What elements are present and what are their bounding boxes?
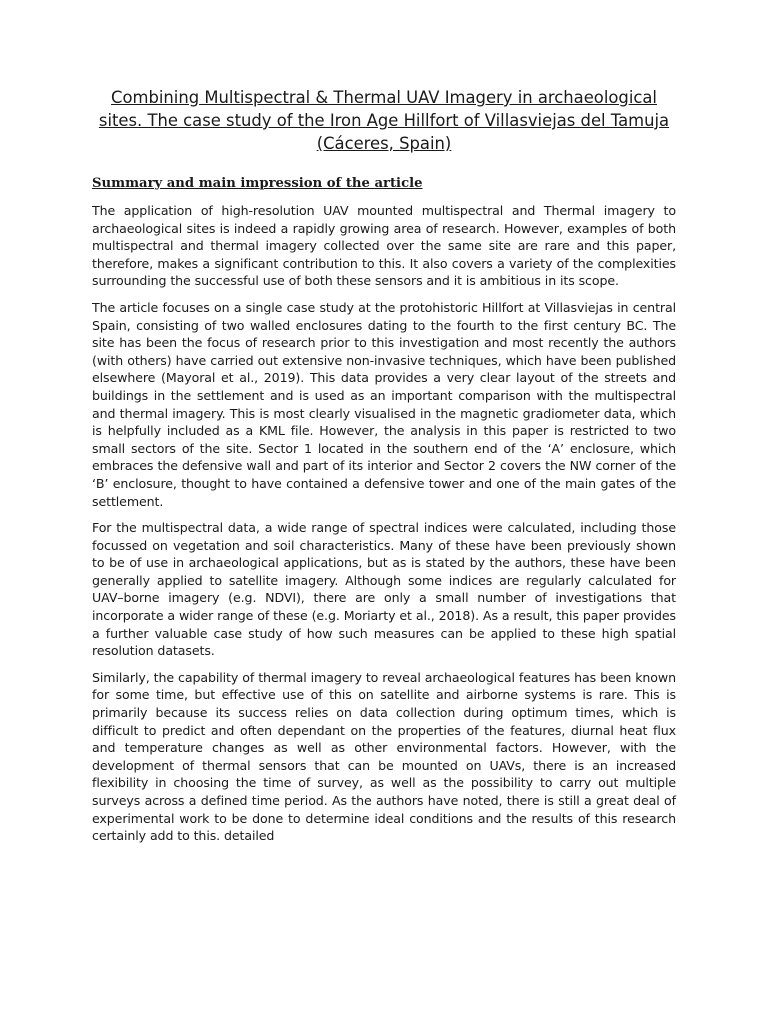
document-page [92, 86, 676, 854]
paragraph-multispectral: For the multispectral data, a wide range of spectral indices were calculated, including those focussed on vegetation and soil characteristics. Many of these have been previously shown to be of use in archaeological applications, but as is stated by the authors, these have been generally applied to satellite imagery. Although some indices are regularly calculated for UAV–borne imagery (e.g. NDVI), there are only a small number of investigations that incorporate a wider range of these (e.g. Moriarty et al., 2018). As a result, this paper provides a further valuable case study of how such measures can be applied to these high spatial resolution datasets. [92, 520, 676, 659]
paragraph-intro: The application of high-resolution UAV mounted multispectral and Thermal imagery to archaeological sites is indeed a rapidly growing area of research. However, examples of both multispectral and thermal imagery collected over the same site are rare and this paper, therefore, makes a significant contribution to this. It also covers a variety of the complexities surrounding the successful use of both these sensors and it is ambitious in its scope. [92, 203, 676, 289]
section-heading: Summary and main impression of the article [92, 176, 423, 191]
paragraph-case-study: The article focuses on a single case study at the protohistoric Hillfort at Villasviejas in central Spain, consisting of two walled enclosures dating to the fourth to the first century BC. The site has been the focus of research prior to this investigation and most recently the authors (with others) have carried out extensive non-invasive techniques, which have been published elsewhere (Mayoral et al., 2019). This data provides a very clear layout of the streets and buildings in the settlement and is used as an important comparison with the multispectral and thermal imagery. This is most clearly visualised in the magnetic gradiometer data, which is helpfully included as a KML file. However, the analysis in this paper is restricted to two small sectors of the site. Sector 1 located in the southern end of the ‘A’ enclosure, which embraces the defensive wall and part of its interior and Sector 2 covers the NW corner of the ‘B’ enclosure, thought to have contained a defensive tower and one of the main gates of the settlement. [92, 299, 676, 509]
document-title: Combining Multispectral & Thermal UAV Imagery in archaeological sites. The case study of the Iron Age Hillfort of Villasviejas del Tamuja (Cáceres, Spain) [98, 88, 670, 153]
paragraph-thermal: Similarly, the capability of thermal imagery to reveal archaeological features has been known for some time, but effective use of this on satellite and airborne systems is rare. This is primarily because its success relies on data collection during optimum times, which is difficult to predict and often dependant on the properties of the features, diurnal heat flux and temperature changes as well as other environmental factors. However, with the development of thermal sensors that can be mounted on UAVs, there is an increased flexibility in choosing the time of survey, as well as the possibility to carry out multiple surveys across a defined time period. As the authors have noted, there is still a great deal of experimental work to be done to determine ideal conditions and the results of this research certainly add to this. detailed [92, 669, 676, 844]
